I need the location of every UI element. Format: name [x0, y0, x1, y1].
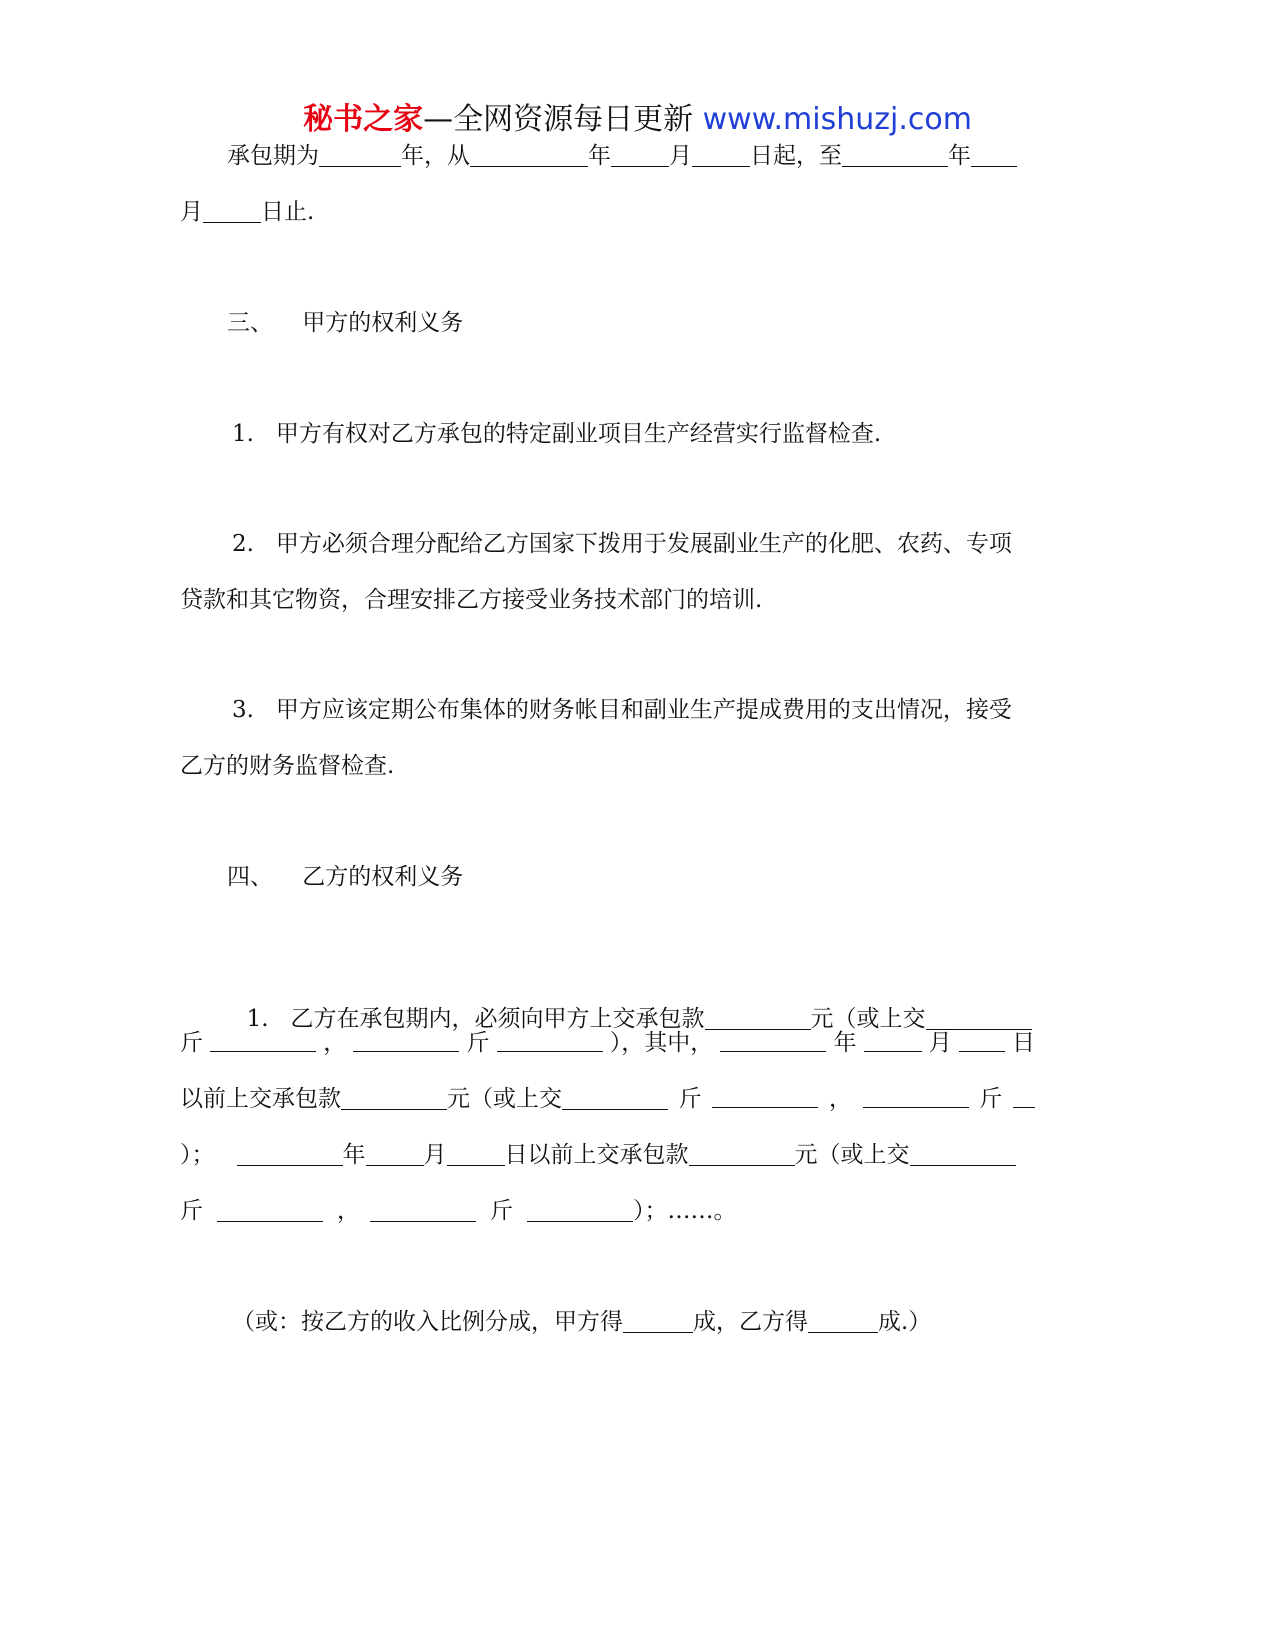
header-brand: 秘书之家: [303, 102, 424, 137]
header-tagline: —全网资源每日更新: [423, 102, 703, 137]
blank-pay-amount-1: [341, 1085, 447, 1110]
blank-start-day: [692, 142, 750, 167]
blank-ratio-b: [808, 1308, 878, 1333]
section-4-item-1-line-5: 斤 ， 斤 ）；……。: [180, 1198, 737, 1224]
blank-end-month: [971, 142, 1017, 167]
blank-ratio-a: [623, 1308, 693, 1333]
section-4-item-1-line-2: 斤 ， 斤 ），其中， 年 月 日: [180, 1027, 1035, 1059]
blank-pay-month-1: [864, 1027, 922, 1052]
section-3-item-2-line-1: 2. 甲方必须合理分配给乙方国家下拨用于发展副业生产的化肥、农药、专项: [232, 531, 1012, 557]
header-url[interactable]: www.mishuzj.com: [702, 102, 972, 137]
blank-pay-grain-3: [910, 1141, 1016, 1166]
period-line-2: 月 日止.: [180, 199, 315, 225]
blank-start-year: [470, 142, 588, 167]
blank-pay-day-2: [447, 1141, 505, 1166]
blank-years: [319, 142, 401, 167]
section-3-item-3-line-2: 乙方的财务监督检查.: [180, 753, 395, 779]
blank-grain-qty-4: [527, 1197, 633, 1222]
blank-end-day: [203, 198, 261, 223]
blank-grain-type-4: [370, 1197, 476, 1222]
blank-pay-amount-2: [689, 1141, 795, 1166]
blank-grain-1: [210, 1027, 316, 1052]
section-4-item-1-line-1: 1. 乙方在承包期内，必须向甲方上交承包款 元（或上交: [232, 971, 1032, 1035]
section-4-heading: 四、 乙方的权利义务: [227, 864, 464, 890]
blank-grain-type-2: [353, 1027, 459, 1052]
section-3-item-1: 1. 甲方有权对乙方承包的特定副业项目生产经营实行监督检查.: [232, 421, 882, 447]
blank-pay-year-2: [237, 1141, 343, 1166]
blank-pay-grain-qty-2: [1013, 1083, 1035, 1108]
section-3-heading: 三、 甲方的权利义务: [227, 310, 464, 336]
section-3-item-3-line-1: 3. 甲方应该定期公布集体的财务帐目和副业生产提成费用的支出情况，接受: [232, 697, 1012, 723]
blank-pay-grain-type-2: [863, 1083, 969, 1108]
blank-grain-2: [497, 1027, 603, 1052]
blank-pay-grain-qty-1: [712, 1083, 818, 1108]
watermark-header: [0, 100, 1275, 140]
blank-start-month: [611, 142, 669, 167]
blank-grain-qty-3: [217, 1197, 323, 1222]
blank-pay-year-1: [720, 1027, 826, 1052]
section-3-item-2-line-2: 贷款和其它物资，合理安排乙方接受业务技术部门的培训.: [180, 587, 763, 613]
section-4-item-1-line-3: 以前上交承包款 元（或上交 斤 ， 斤: [180, 1083, 1035, 1115]
ratio-line: （或：按乙方的收入比例分成，甲方得 成，乙方得 成.）: [232, 1309, 932, 1335]
blank-pay-month-2: [366, 1141, 424, 1166]
blank-pay-grain-1: [562, 1085, 668, 1110]
section-4-item-1-line-4: ）； 年 月 日以前上交承包款 元（或上交: [180, 1139, 1016, 1171]
period-line-1: 承包期为 年，从 年 月 日起，至 年: [227, 140, 1017, 172]
blank-end-year: [842, 142, 948, 167]
blank-pay-day-1: [959, 1027, 1005, 1052]
